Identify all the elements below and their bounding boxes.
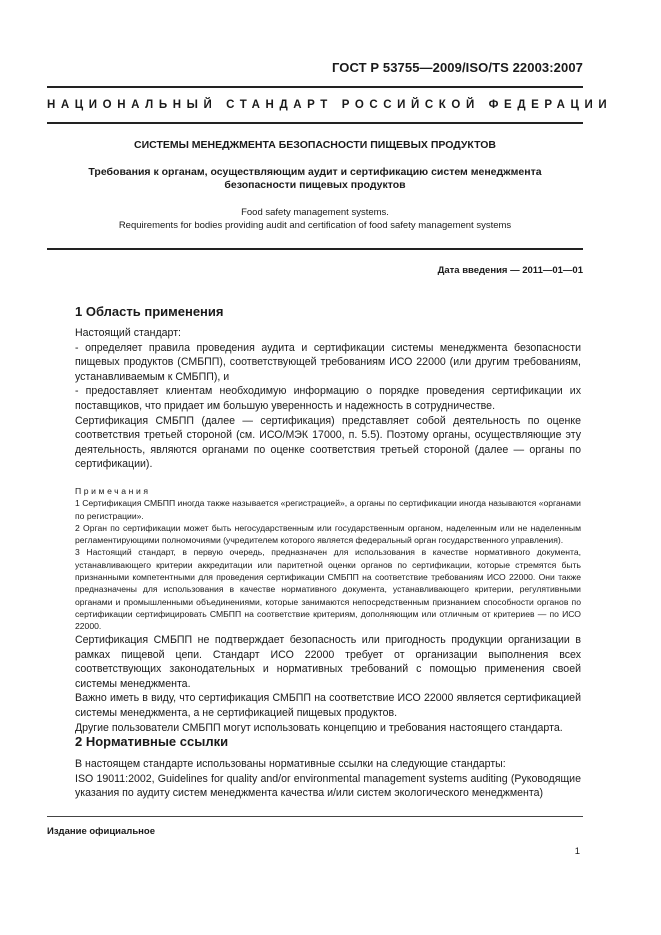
header-rule-top: [47, 86, 583, 88]
paragraph: Сертификация СМБПП (далее — сертификация) представляет собой деятельность по оценке соответствия третьей стороной (см. ИСО/МЭК 17000, п. 5.5). Поэтому органы, осуществляющие эту деятельность, являются органами по оценке соответствия третьей стороной (далее — органы по сертификации).: [75, 414, 581, 471]
paragraph: - определяет правила проведения аудита и сертификации системы менеджмента безопасности пищевых продуктов (СМБПП), соответствующей требованиям ИСО 22000 (или другим требованиям, устанавливаемым к СМБПП), и: [75, 341, 581, 383]
paragraph: - предоставляет клиентам необходимую информацию о порядке проведения сертификации их поставщиков, что придает им большую уверенность и надежность в сотрудничестве.: [75, 385, 581, 412]
section1-body-after: [75, 633, 581, 735]
paragraph: ISO 19011:2002, Guidelines for quality and/or environmental management systems auditing (Руководящие указания по аудиту систем менеджмента качества и/или систем экологического менеджмента): [75, 772, 581, 800]
document-subtitle: [60, 166, 570, 192]
section1-body: [75, 326, 581, 472]
footer-rule: [47, 816, 583, 817]
title-rule: [47, 248, 583, 250]
national-standard-banner: НАЦИОНАЛЬНЫЙ СТАНДАРТ РОССИЙСКОЙ ФЕДЕРАЦИИ: [47, 99, 613, 111]
paragraph: Настоящий стандарт:: [75, 327, 181, 339]
notes-label: Примечания: [75, 486, 151, 496]
subtitle-line: безопасности пищевых продуктов: [224, 179, 406, 191]
english-title-line: Food safety management systems.: [241, 207, 389, 218]
notes-block: [75, 485, 581, 633]
paragraph: В настоящем стандарте использованы нормативные ссылки на следующие стандарты:: [75, 758, 506, 770]
header-rule-bottom: [47, 122, 583, 124]
page-number: 1: [574, 846, 580, 857]
note-item: 1 Сертификация СМБПП иногда также называется «регистрацией», а органы по сертификации иногда называются «органами по регистрации».: [75, 498, 581, 521]
official-edition-label: Издание официальное: [47, 826, 155, 837]
paragraph: Сертификация СМБПП не подтверждает безопасность или пригодность продукции организации в рамках пищевой цепи. Стандарт ИСО 22000 требует от организации выполнения всех соответствующих законодательных и нормативных требований с помощью применения своей системы менеджмента.: [75, 634, 581, 690]
subtitle-line: Требования к органам, осуществляющим аудит и сертификацию систем менеджмента: [88, 166, 542, 178]
note-item: 3 Настоящий стандарт, в первую очередь, предназначен для использования в качестве нормативного документа, устанавливающего критерии аккредитации или паритетной оценки органов по сертификации, которые стремятся быть признанными компетентными для проведения сертификации СМБПП на соответствие требованиям ИСО 22000. Они также предназначены для использования в качестве нормативного документа, устанавливающего критерии, регулятивными органами и промышленными объединениями, которые занимаются непосредственным признанием способности органов по сертификации сертифицировать СМБПП на соответствие критериям, дополняющим или отличным от критериев — по ИСО 22000.: [75, 547, 581, 632]
paragraph: Важно иметь в виду, что сертификация СМБПП на соответствие ИСО 22000 является сертификацией системы менеджмента, а не сертификацией пищевых продуктов.: [75, 692, 581, 719]
standard-number: ГОСТ Р 53755—2009/ISO/TS 22003:2007: [331, 60, 583, 75]
english-title: [47, 206, 583, 232]
section2-body: [75, 757, 581, 801]
introduction-date: Дата введения — 2011—01—01: [437, 265, 583, 276]
note-item: 2 Орган по сертификации может быть негосударственным или государственным органом, наделенным или не наделенным регламентирующими полномочиями (учредителем которого является федеральный орган государственного управления).: [75, 522, 581, 546]
section-heading-scope: 1 Область применения: [75, 304, 224, 319]
english-title-line: Requirements for bodies providing audit and certification of food safety management systems: [118, 220, 512, 231]
document-title: СИСТЕМЫ МЕНЕДЖМЕНТА БЕЗОПАСНОСТИ ПИЩЕВЫХ ПРОДУКТОВ: [134, 139, 496, 151]
paragraph: Другие пользователи СМБПП могут использовать концепцию и требования настоящего стандарта.: [75, 721, 563, 734]
section-heading-references: 2 Нормативные ссылки: [75, 734, 229, 749]
